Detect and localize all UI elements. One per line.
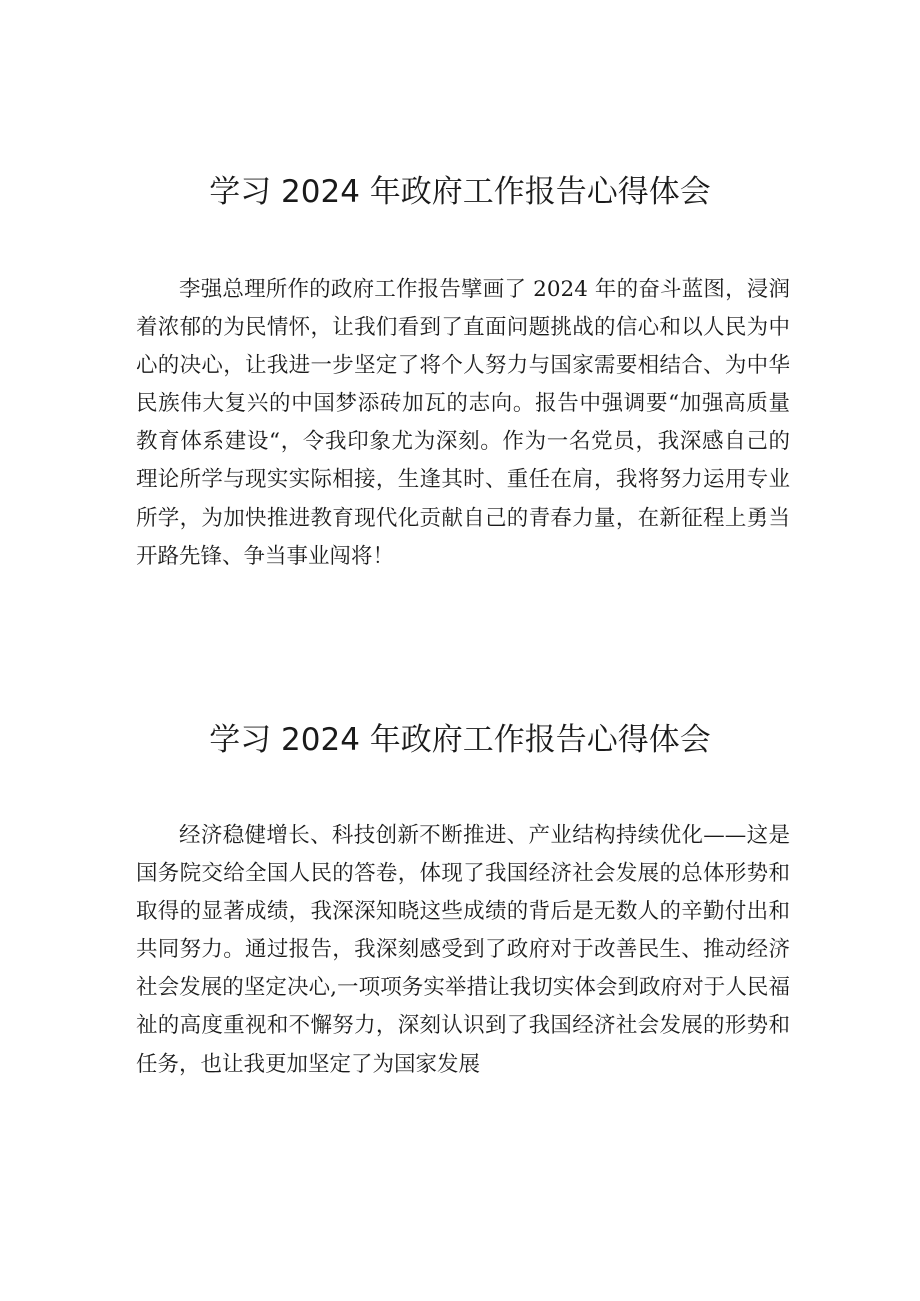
section-body-1: 李强总理所作的政府工作报告擘画了 2024 年的奋斗蓝图，浸润着浓郁的为民情怀，让我们看到了直面问题挑战的信心和以人民为中心的决心，让我进一步坚定了将个人努力与国家需要相结合、为中华民族伟大复兴的中国梦添砖加瓦的志向。报告中强调要“加强高质量教育体系建设“，令我印象尤为深刻。作为一名党员，我深感自己的理论所学与现实实际相接，生逢其时、重任在肩，我将努力运用专业所学，为加快推进教育现代化贡献自己的青春力量，在新征程上勇当开路先锋、争当事业闯将！ [136, 277, 790, 569]
section-title-2: 学习 2024 年政府工作报告心得体会 [209, 722, 711, 758]
section-title-1: 学习 2024 年政府工作报告心得体会 [209, 174, 711, 210]
section-body-2: 经济稳健增长、科技创新不断推进、产业结构持续优化——这是国务院交给全国人民的答卷，体现了我国经济社会发展的总体形势和取得的显著成绩，我深深知晓这些成绩的背后是无数人的辛勤付出和共同努力。通过报告，我深刻感受到了政府对于改善民生、推动经济社会发展的坚定决心,一项项务实举措让我切实体会到政府对于人民福祉的高度重视和不懈努力，深刻认识到了我国经济社会发展的形势和任务，也让我更加坚定了为国家发展 [136, 823, 790, 1077]
